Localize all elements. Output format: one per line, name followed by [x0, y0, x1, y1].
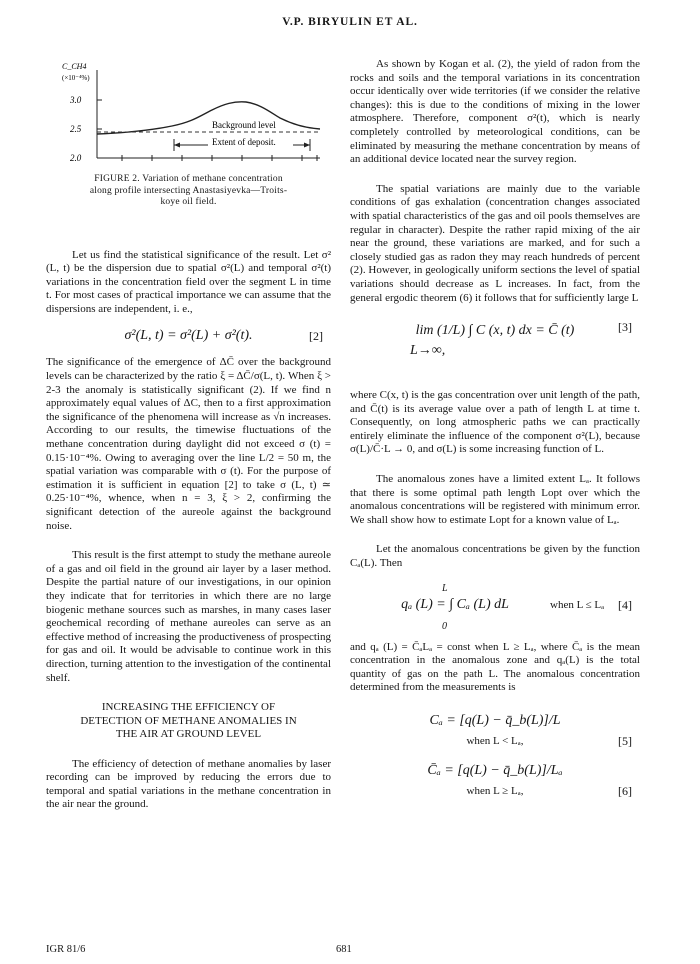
equation-3-body: lim (1/L) ∫ C (x, t) dx = C̄ (t) [415, 323, 575, 339]
methane-profile-plot [62, 58, 327, 168]
paragraph: Let us find the statistical significance of the result. Let σ² (L, t) be the dispersion due to spatial σ²(L) and temporal σ²(t) variations in the concentration field over the segment L in time t. For most cases of practical importance we can assume that the dispersions are independent, i. e., [46, 248, 331, 315]
equation-2-body: σ²(L, t) = σ²(L) + σ²(t). [124, 328, 253, 344]
figure-2 [62, 58, 327, 168]
equation-6-body: C̄ₐ = [q(L) − q̄_b(L)]/Lₐ [427, 763, 563, 778]
right-column [350, 58, 640, 801]
caption-line: FIGURE 2. Variation of methane concentration [94, 174, 283, 184]
running-header: V.P. BIRYULIN ET AL. [282, 16, 418, 28]
equation-4 [350, 581, 640, 631]
equation-4-number: [4] [618, 597, 632, 612]
paragraph: The anomalous zones have a limited extent Lₐ. It follows that there is some optimal path length Lopt over which the anomalous concentrations will be registered with minimum error. We shall show how to estimate Lopt for a known value of Lₐ. [350, 473, 640, 526]
section-heading [46, 701, 331, 742]
equation-4-condition: when L ≤ Lₐ [550, 598, 605, 611]
background-level-label: Background level [212, 120, 276, 130]
equation-5-condition: when L < Lₐ, [466, 735, 524, 747]
concentration-curve [97, 102, 320, 134]
equation-3-number: [3] [618, 320, 632, 335]
equation-3-limit: L→∞, [410, 343, 446, 359]
equation-2 [46, 326, 331, 346]
paragraph: and qₐ (L) = C̄ₐLₐ = const when L ≥ Lₐ, where C̄ₐ is the mean concentration in the anomalous zone and qₐ(L) is the total quantity of gas on the path L. The anomalous concentration determined from the measurements is [350, 640, 640, 694]
y-tick-label-2: 2.0 [70, 153, 82, 163]
paragraph: The significance of the emergence of ΔC̄ over the background levels can be characterized by the ratio ξ = ΔC̄/σ(L, t). When ξ > 2-3 the anomaly is statistically significant (2). If we find n approximately equal values of ΔC, then to a first approximation the significance of the phenomena will increase as √n increases. According to our results, the timewise fluctuations of the methane concentration during daylight did not exceed σ (t) = 0.15·10⁻⁴%. Owing to averaging over the line L/2 = 50 m, the spatial variation was comparable with σ (t). For the purpose of estimation it is sufficient in equation [2] to take σ (L, t) ≃ 0.25·10⁻⁴%, whence, when n = 3, ξ > 2, confirming the significant detection of the aureole against the background noise. [46, 356, 331, 532]
equation-6 [350, 761, 640, 801]
equation-4-upper-limit: L [442, 582, 448, 594]
equation-6-number: [6] [618, 784, 632, 798]
caption-line: koye oil field. [160, 197, 217, 207]
journal-label: IGR 81/6 [46, 944, 86, 955]
figure-caption [46, 174, 331, 209]
paragraph: where C(x, t) is the gas concentration over unit length of the path, and C̄(t) is its average value over a path of length L at time t. Consequently, on long atmospheric paths we can practically entirely eliminate the influence of the component σ²(L), because σ(L)/C̄·L → 0, and σ(L) is some increasing function of L. [350, 389, 640, 456]
paragraph: The spatial variations are mainly due to the variable conditions of gas exhalation (concentration changes associated with spatial characteristics of the gas and oil pools themselves are regular in character). Despite the rather rapid mixing of the air near the ground, these variations are marked, and for such a closely studied gas as radon they may reach hundreds of percent (2). However, in geologically uniform sections the level of spatial variations should decrease as L increases. In fact, from the general ergodic theorem (6) it follows that for sufficiently large L [350, 182, 640, 304]
paragraph: The efficiency of detection of methane anomalies by laser recording can be improved by reducing the errors due to temporal and spatial variations in the methane concentration in the air near the ground. [46, 757, 331, 811]
left-column [46, 58, 331, 812]
y-axis-label: C_CH4 [62, 62, 87, 71]
y-tick-label-3: 3.0 [70, 95, 82, 105]
equation-3 [350, 321, 640, 379]
equation-5-body: Cₐ = [q(L) − q̄_b(L)]/L [429, 713, 561, 728]
section-heading-line: DETECTION OF METHANE ANOMALIES IN [80, 714, 297, 727]
equation-6-condition: when L ≥ Lₐ, [466, 785, 524, 797]
equation-5 [350, 711, 640, 751]
page-footer [46, 943, 666, 957]
section-heading-line: THE AIR AT GROUND LEVEL [115, 728, 262, 741]
equation-4-lower-limit: 0 [442, 620, 447, 632]
equation-5-number: [5] [618, 734, 632, 748]
arrow-left-head [174, 143, 180, 148]
paragraph: Let the anomalous concentrations be given by the function Cₐ(L). Then [350, 543, 640, 570]
caption-line: along profile intersecting Anastasiyevka—Troits- [89, 185, 288, 196]
deposit-label: Extent of deposit. [212, 137, 276, 147]
y-tick-label-2-5: 2.5 [70, 124, 82, 134]
y-axis-unit: (×10⁻⁴%) [62, 74, 90, 82]
equation-2-number: [2] [309, 329, 323, 344]
page-number: 681 [336, 944, 352, 955]
paragraph: As shown by Kogan et al. (2), the yield of radon from the rocks and soils and the temporal variations in its concentration occur identically over wide territories (if we consider the relative changes): this is due to the conditions of mixing in the lower atmosphere. Therefore, component σ²(t), which is nearly completely controlled by meteorological conditions, can be eliminated by measuring the methane concentration by means of an additional device located near the survey region. [350, 58, 640, 166]
equation-4-body: qₐ (L) = ∫ Cₐ (L) dL [401, 596, 509, 612]
section-heading-line: INCREASING THE EFFICIENCY OF [101, 701, 276, 714]
paragraph: This result is the first attempt to study the methane aureole of a gas and oil field in the ground air layer by a laser method. Despite the partial nature of our investigations, in our opinion they indicate that for territories in which there are no large biogenic methane sources such as marshes, in many cases laser geochemical recording of methane aureoles can serve as an effective method of increasing the productiveness of prospecting for gas and oil. It would be advisable to continue work in this direction, turning attention to the investigation of the continental shelf. [46, 549, 331, 684]
arrow-right-head [304, 143, 310, 148]
